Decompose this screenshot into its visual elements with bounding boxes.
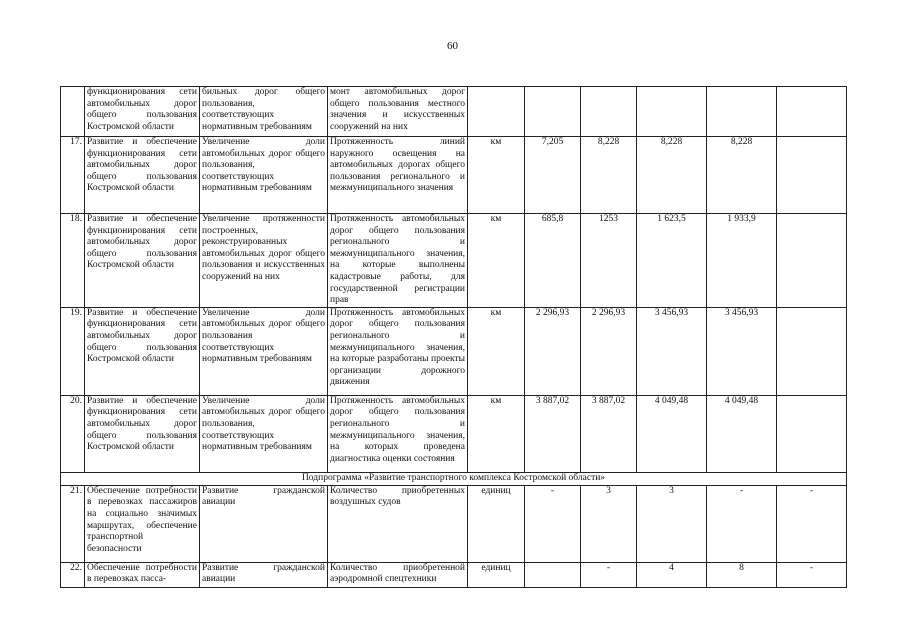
goal-cell: Увеличение доли автомобильных дорог общего пользования соответствующих нормативным требованиям	[200, 307, 328, 395]
table-row	[61, 137, 847, 214]
value-cell: 4	[637, 562, 707, 587]
task-cell: Развитие и обеспечение функционирования сети автомобильных дорог общего пользования Костромской области	[85, 395, 200, 472]
task-cell: Обеспечение потребности в перевозках пасса-	[85, 562, 200, 587]
goal-cell: Увеличение протяженности построенных, реконструированных автомобильных дорог общего пользования и искусственных сооружений на них	[200, 214, 328, 308]
value-cell	[707, 87, 777, 137]
task-cell: Развитие и обеспечение функционирования сети автомобильных дорог общего пользования Костромской области	[85, 214, 200, 308]
value-cell: -	[707, 485, 777, 562]
row-number: 21.	[61, 485, 85, 562]
indicator-cell: Протяженность автомобильных дорог общего пользования регионального и межмуниципального значения, на которые разработаны проекты организации дорожного движения	[328, 307, 468, 395]
row-number: 22.	[61, 562, 85, 587]
table-row	[61, 87, 847, 137]
value-cell	[777, 137, 847, 214]
goal-cell: Развитие гражданской авиации	[200, 562, 328, 587]
value-cell: 3 887,02	[581, 395, 637, 472]
value-cell: 8,228	[581, 137, 637, 214]
value-cell	[777, 214, 847, 308]
subprogram-row	[61, 472, 847, 485]
indicators-table	[60, 86, 847, 588]
row-number: 18.	[61, 214, 85, 308]
goal-cell: Увеличение доли автомобильных дорог общего пользования, соответствующих нормативным требованиям	[200, 395, 328, 472]
value-cell: 3 456,93	[637, 307, 707, 395]
value-cell: 8,228	[637, 137, 707, 214]
page-number: 60	[447, 40, 458, 52]
value-cell	[777, 395, 847, 472]
value-cell: 1 933,9	[707, 214, 777, 308]
table-row	[61, 562, 847, 587]
value-cell: -	[525, 485, 581, 562]
indicator-cell: монт автомобильных дорог общего пользования местного значения и искусственных сооружений на них	[328, 87, 468, 137]
unit-cell	[468, 87, 525, 137]
table-row	[61, 395, 847, 472]
value-cell	[525, 87, 581, 137]
table-row	[61, 214, 847, 308]
task-cell: Развитие и обеспечение функционирования сети автомобильных дорог общего пользования Костромской области	[85, 307, 200, 395]
value-cell: 4 049,48	[637, 395, 707, 472]
value-cell: 3	[637, 485, 707, 562]
goal-cell: Развитие гражданской авиации	[200, 485, 328, 562]
value-cell: 3 887,02	[525, 395, 581, 472]
value-cell	[525, 562, 581, 587]
value-cell	[581, 87, 637, 137]
value-cell: 7,205	[525, 137, 581, 214]
value-cell: 4 049,48	[707, 395, 777, 472]
value-cell: -	[777, 562, 847, 587]
subprogram-heading: Подпрограмма «Развитие транспортного комплекса Костромской области»	[61, 472, 847, 485]
unit-cell: км	[468, 307, 525, 395]
unit-cell: единиц	[468, 562, 525, 587]
unit-cell: км	[468, 137, 525, 214]
value-cell: 1 623,5	[637, 214, 707, 308]
indicator-cell: Количество приобретенных воздушных судов	[328, 485, 468, 562]
value-cell: -	[581, 562, 637, 587]
value-cell	[777, 87, 847, 137]
value-cell	[777, 307, 847, 395]
indicator-cell: Количество приобретенной аэродромной спецтехники	[328, 562, 468, 587]
value-cell: 8,228	[707, 137, 777, 214]
value-cell: 1253	[581, 214, 637, 308]
table-row	[61, 307, 847, 395]
goal-cell: Увеличение доли автомобильных дорог общего пользования, соответствующих нормативным требованиям	[200, 137, 328, 214]
goal-cell: бильных дорог общего пользования, соответствующих нормативным требованиям	[200, 87, 328, 137]
task-cell: Развитие и обеспечение функционирования сети автомобильных дорог общего пользования Костромской области	[85, 137, 200, 214]
unit-cell: км	[468, 395, 525, 472]
value-cell: 8	[707, 562, 777, 587]
value-cell: 3 456,93	[707, 307, 777, 395]
row-number	[61, 87, 85, 137]
indicator-cell: Протяженность линий наружного освещения на автомобильных дорогах общего пользования регионального и межмуниципального значения	[328, 137, 468, 214]
value-cell: 3	[581, 485, 637, 562]
table-row	[61, 485, 847, 562]
unit-cell: единиц	[468, 485, 525, 562]
indicator-cell: Протяженность автомобильных дорог общего пользования регионального и межмуниципального значения, на которые выполнены кадастровые работы, для государственной регистрации прав	[328, 214, 468, 308]
row-number: 19.	[61, 307, 85, 395]
value-cell: -	[777, 485, 847, 562]
task-cell: Обеспечение потребности в перевозках пассажиров на социально значимых маршрутах, обеспечение транспортной безопасности	[85, 485, 200, 562]
row-number: 20.	[61, 395, 85, 472]
value-cell	[637, 87, 707, 137]
value-cell: 2 296,93	[581, 307, 637, 395]
task-cell: функционирования сети автомобильных дорог общего пользования Костромской области	[85, 87, 200, 137]
row-number: 17.	[61, 137, 85, 214]
value-cell: 2 296,93	[525, 307, 581, 395]
value-cell: 685,8	[525, 214, 581, 308]
unit-cell: км	[468, 214, 525, 308]
indicator-cell: Протяженность автомобильных дорог общего пользования регионального и межмуниципального значения, на которых проведена диагностика оценки состояния	[328, 395, 468, 472]
